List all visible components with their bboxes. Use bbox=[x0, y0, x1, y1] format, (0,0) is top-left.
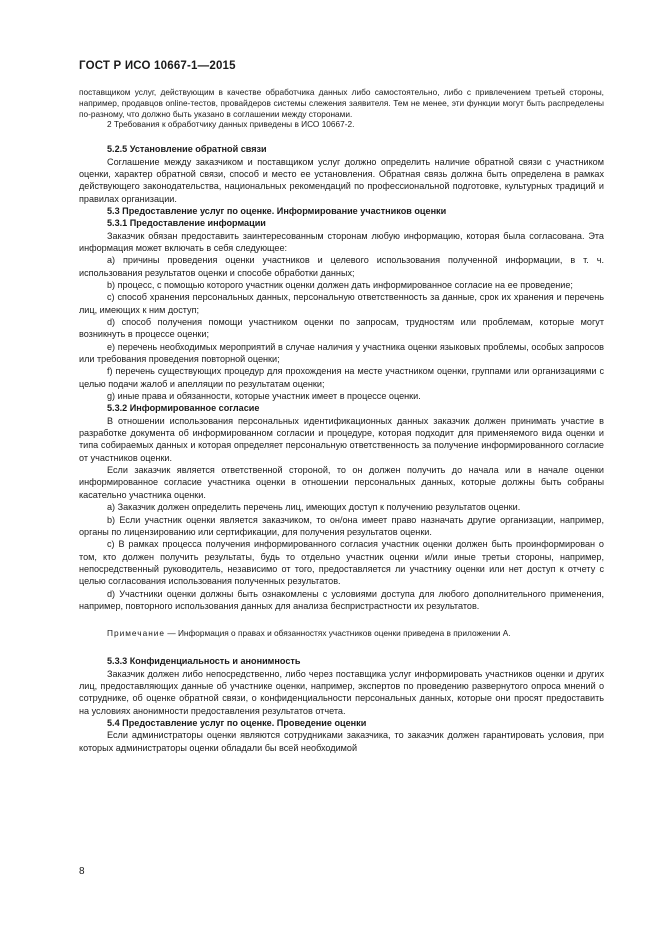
list-item-b: b) процесс, с помощью которого участник оценки должен дать информированное согласие на ее проведение; bbox=[107, 279, 573, 290]
paragraph-5-4: Если администраторы оценки являются сотрудниками заказчика, то заказчик должен гарантировать условия, при которых администраторы оценки обладали бы всей необходимой bbox=[79, 730, 604, 753]
intro-paragraph: поставщиком услуг, действующим в качестве обработчика данных либо самостоятельно, либо с привлечением третьей стороны, например, продавцов online-тестов, провайдеров системы слежения заявителя. Тем не менее, эти функции могут быть распределены по-разному, что должно быть указано в соглашении между сторонами. bbox=[79, 87, 604, 119]
document-body bbox=[79, 87, 604, 754]
section-heading-5-3-3: 5.3.3 Конфиденциальность и анонимность bbox=[107, 656, 301, 667]
list-item-d: d) способ получения помощи участником оценки по запросам, трудностям или проблемам, которые могут возникнуть в процессе оценки; bbox=[79, 317, 604, 340]
consent-item-c: c) В рамках процесса получения информированного согласия участник оценки должен быть проинформирован о том, кто должен получить результаты, будь то отдельно участник оценки и/или иные третьи стороны, например, непосредственный руководитель, независимо от того, предоставляется ли участнику оценки или нет доступ к отчету с целью согласования использования полученных результатов. bbox=[79, 539, 604, 587]
list-item-a: a) причины проведения оценки участников и целевого использования полученной информации, в т. ч. использования результатов оценки и способе обработки данных; bbox=[79, 255, 604, 278]
section-heading-5-4: 5.4 Предоставление услуг по оценке. Проведение оценки bbox=[107, 717, 367, 728]
section-heading-5-3-1: 5.3.1 Предоставление информации bbox=[107, 218, 266, 229]
page-number: 8 bbox=[79, 866, 85, 877]
note-label: Примечание bbox=[107, 628, 166, 639]
note bbox=[79, 628, 604, 639]
list-item-g: g) иные права и обязанности, которые участник имеет в процессе оценки. bbox=[107, 391, 421, 402]
section-heading-5-2-5: 5.2.5 Установление обратной связи bbox=[107, 144, 267, 155]
paragraph-5-3-2-second: Если заказчик является ответственной стороной, то он должен получить до начала или в начале оценки информированное согласие участника оценки в отношении персональных данных, которые должны быть собраны касательно участника оценки. bbox=[79, 465, 604, 500]
paragraph-5-3-1: Заказчик обязан предоставить заинтересованным сторонам любую информацию, которая была согласована. Эта информация может включать в себя следующее: bbox=[79, 230, 604, 253]
intro-note: 2 Требования к обработчику данных приведены в ИСО 10667-2. bbox=[107, 119, 355, 130]
list-item-f: f) перечень существующих процедур для прохождения на месте участником оценки, группами или организациями с целью подачи жалоб и апелляции по результатам оценки; bbox=[79, 366, 604, 389]
list-item-e: e) перечень необходимых мероприятий в случае наличия у участника оценки языковых проблемы, особых запросов или требования проведения повторной оценки; bbox=[79, 341, 604, 365]
consent-item-d: d) Участники оценки должны быть ознакомлены с условиями доступа для любого дополнительного применения, например, повторного использования данных для анализа беспристрастности их результатов. bbox=[79, 588, 604, 611]
section-heading-5-3-2: 5.3.2 Информированное согласие bbox=[107, 403, 260, 414]
paragraph-5-3-3: Заказчик должен либо непосредственно, либо через поставщика услуг информировать участников оценки и других лиц, предоставляющих данные об участнике оценки, например, экспертов по проведению развернутого опроса мнений о сотруднике, об оценке обратной связи, о конфиденциальности персональных данных, которые они просят предоставить на условиях анонимности предоставления результатов отчета. bbox=[79, 668, 604, 716]
note-text: — Информация о правах и обязанностях участников оценки приведена в приложении А. bbox=[165, 628, 511, 639]
list-item-c: c) способ хранения персональных данных, персональную ответственность за данные, срок их хранения и перечень лиц, имеющих к ним доступ; bbox=[79, 292, 604, 315]
consent-item-a: a) Заказчик должен определить перечень лиц, имеющих доступ к получению результатов оценки. bbox=[107, 502, 521, 513]
section-heading-5-3: 5.3 Предоставление услуг по оценке. Информирование участников оценки bbox=[107, 205, 447, 216]
consent-item-b: b) Если участник оценки является заказчиком, то он/она имеет право назначать другие организации, например, органы по лицензированию или сертификации, для получения результатов оценки. bbox=[79, 514, 604, 537]
paragraph-5-3-2-first: В отношении использования персональных идентификационных данных заказчик должен принимать участие в разработке документа об информированном согласии и процедуре, которая подходит для применяемого вида оценки и типа собираемых данных и которая определяет персональную ответственность за получение информированного согласие от участников оценки. bbox=[79, 415, 604, 463]
paragraph-5-2-5: Соглашение между заказчиком и поставщиком услуг должно определить наличие обратной связи с участником оценки, характер обратной связи, способ и место ее установления. Обратная связь должна быть определена в рамках действующего законодательства, национальных рекомендаций по профессиональной подготовке, культурных традиций и правилах организации. bbox=[79, 156, 604, 204]
document-header: ГОСТ Р ИСО 10667-1—2015 bbox=[79, 60, 236, 72]
